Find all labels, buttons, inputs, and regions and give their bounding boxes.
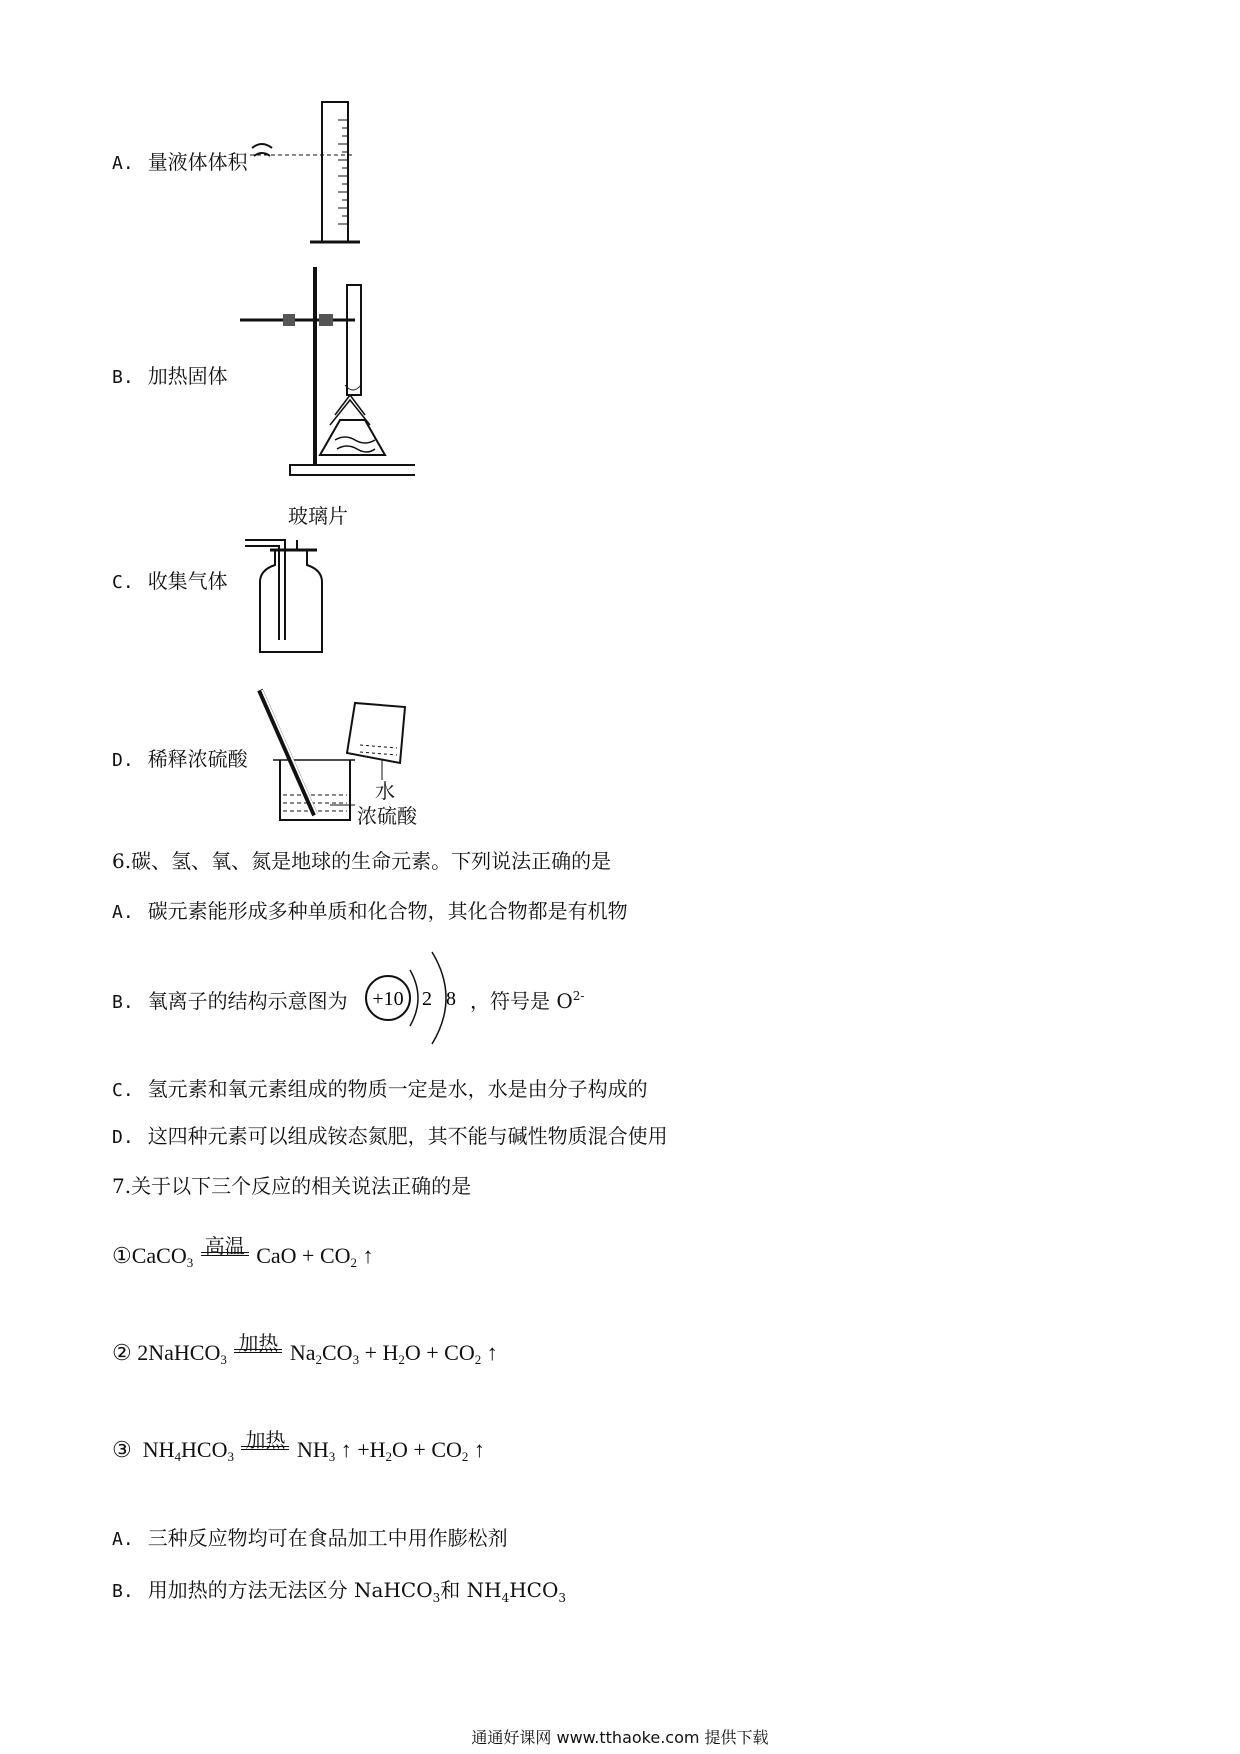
option-c (112, 565, 228, 594)
page-footer: 通通好课网 www.tthaoke.com 提供下载 (471, 1728, 769, 1747)
option-letter: C. (112, 1080, 134, 1101)
ion-charge: 2- (572, 989, 585, 1003)
q6-option-b (112, 985, 348, 1014)
option-text: 收集气体 (147, 569, 228, 593)
option-text-mid: 和 NH (440, 1578, 502, 1602)
q7-option-a (112, 1522, 508, 1551)
option-letter: A. (112, 1529, 134, 1550)
nucleus-charge: +10 (372, 988, 404, 1010)
graduated-cylinder-figure (250, 100, 370, 250)
option-text-tail: ，符号是 O (470, 989, 573, 1013)
option-text: 碳元素能形成多种单质和化合物，其化合物都是有机物 (147, 899, 628, 923)
option-text: 氢元素和氧元素组成的物质一定是水，水是由分子构成的 (147, 1077, 648, 1101)
option-letter: C. (112, 572, 134, 593)
equation-3: ③ $NH_4HCO_3$ 加热 $NH_3$ ↑ $+H_2O + CO_2$ ↑ (112, 1427, 485, 1464)
question-6-stem: 6.碳、氢、氧、氮是地球的生命元素。下列说法正确的是 (112, 849, 612, 873)
option-letter: A. (112, 153, 134, 174)
option-text: 用加热的方法无法区分 NaHCO (147, 1578, 433, 1602)
subscript: 3 (432, 1591, 441, 1605)
shell-2-electrons: 8 (446, 988, 456, 1010)
q7-option-b (112, 1574, 566, 1605)
equation-2: ② 2NaHCO$_3$ 加热 $Na_2CO_3 + H_2O + CO_2$ ↑ (112, 1330, 498, 1367)
option-text: 加热固体 (147, 364, 228, 388)
option-letter: D. (112, 750, 134, 771)
eq-number: ② (112, 1340, 132, 1365)
option-text: 氧离子的结构示意图为 (147, 989, 348, 1013)
oxygen-ion-diagram (360, 940, 470, 1055)
option-text: 三种反应物均可在食品加工中用作膨松剂 (147, 1526, 508, 1550)
option-letter: A. (112, 902, 134, 923)
q6-option-c (112, 1073, 648, 1102)
option-letter: B. (112, 992, 134, 1013)
shell-1-electrons: 2 (422, 988, 432, 1010)
conc-acid-label: 浓硫酸 (357, 804, 417, 828)
option-text-mid2: HCO (509, 1578, 559, 1602)
heating-solid-figure (235, 265, 415, 485)
subscript: 4 (501, 1591, 510, 1605)
option-d (112, 743, 248, 772)
subscript: 3 (558, 1591, 566, 1605)
eq-number: ③ (112, 1437, 132, 1462)
q6-option-a (112, 895, 628, 924)
option-text: 稀释浓硫酸 (147, 747, 248, 771)
water-label: 水 (375, 779, 395, 803)
option-letter: B. (112, 1581, 134, 1602)
equation-1: ①CaCO$_3$ 高温 CaO + $CO_2$ ↑ (112, 1233, 374, 1270)
q6-option-d (112, 1120, 668, 1149)
option-a (112, 146, 248, 175)
eq-number: ① (112, 1243, 132, 1268)
option-letter: B. (112, 367, 134, 388)
option-text: 这四种元素可以组成铵态氮肥，其不能与碱性物质混合使用 (147, 1124, 668, 1148)
glass-plate-label: 玻璃片 (288, 504, 348, 528)
option-text: 量液体体积 (147, 150, 248, 174)
gas-bottle-figure (245, 520, 335, 655)
question-7-stem: 7.关于以下三个反应的相关说法正确的是 (112, 1174, 472, 1198)
q6-option-b-tail (470, 985, 584, 1014)
option-b (112, 360, 228, 389)
option-letter: D. (112, 1127, 134, 1148)
